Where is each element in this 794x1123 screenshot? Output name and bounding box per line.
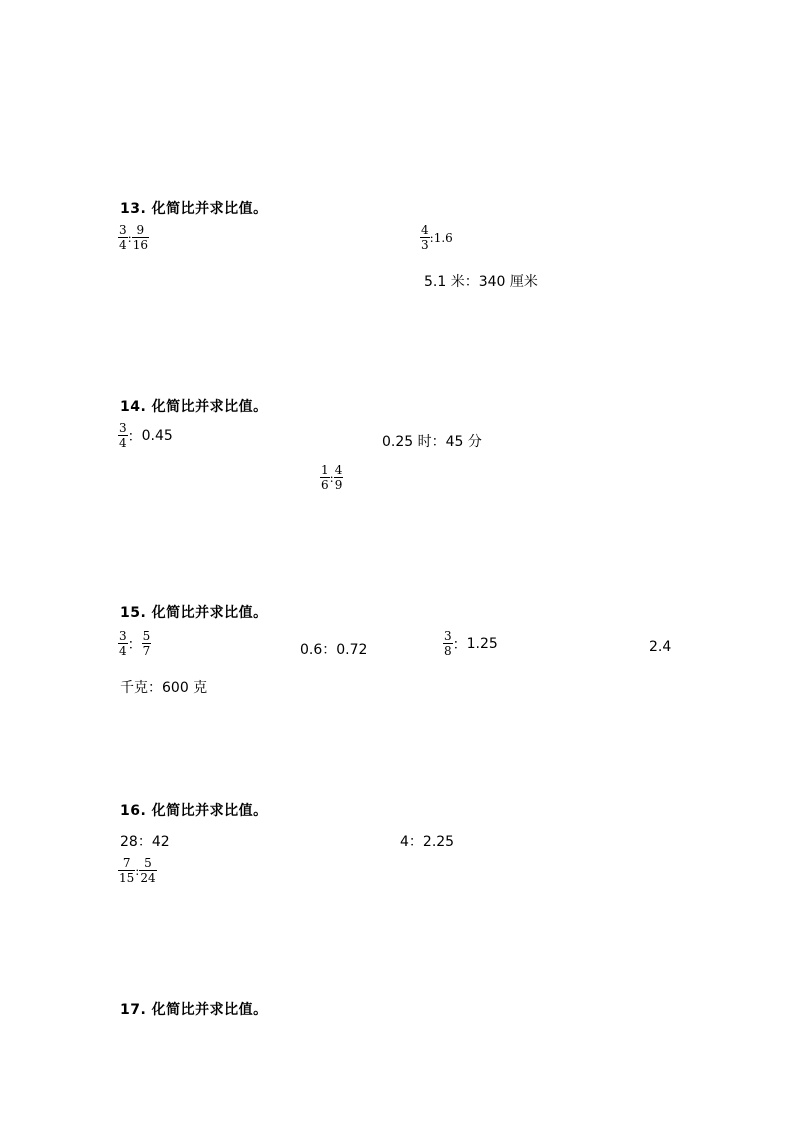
q14-ratio-2: 0.25 时：45 分: [382, 434, 482, 450]
fraction: $\frac{9}{16}$: [132, 223, 148, 252]
q13-ratio-2: $\frac{4}{3}$ :1.6: [421, 223, 453, 252]
question-15-title: 15. 化简比并求比值。: [120, 605, 268, 621]
q15-ratio-4-part1: 2.4: [649, 639, 672, 655]
fraction: $\frac{4}{3}$: [421, 223, 429, 252]
question-14-title: 14. 化简比并求比值。: [120, 399, 268, 415]
fraction: $\frac{5}{24}$: [140, 856, 156, 885]
q14-ratio-3: $\frac{1}{6}$ : $\frac{4}{9}$: [321, 463, 343, 492]
q15-ratio-1: $\frac{3}{4}$ ： $\frac{5}{7}$: [119, 629, 151, 658]
q14-ratio-1: $\frac{3}{4}$ ：0.45: [119, 421, 173, 450]
q16-ratio-3: $\frac{7}{15}$ : $\frac{5}{24}$: [119, 856, 156, 885]
question-16-title: 16. 化简比并求比值。: [120, 803, 268, 819]
fraction: $\frac{4}{9}$: [334, 463, 343, 492]
q15-ratio-2: 0.6：0.72: [300, 642, 368, 658]
question-13-title: 13. 化简比并求比值。: [120, 201, 268, 217]
q16-ratio-2: 4：2.25: [400, 834, 455, 850]
fraction: $\frac{3}{8}$: [444, 629, 452, 658]
question-17-title: 17. 化简比并求比值。: [120, 1002, 268, 1018]
fraction: $\frac{3}{4}$: [119, 223, 127, 252]
fraction: $\frac{3}{4}$: [119, 421, 127, 450]
fraction: $\frac{1}{6}$: [321, 463, 329, 492]
q15-ratio-4-part2: 千克：600 克: [120, 680, 208, 696]
q15-ratio-3: $\frac{3}{8}$ ：1.25: [444, 629, 498, 658]
q16-ratio-1: 28：42: [120, 834, 170, 850]
q13-ratio-3: 5.1 米：340 厘米: [424, 274, 538, 290]
fraction: $\frac{7}{15}$: [119, 856, 135, 885]
fraction: $\frac{5}{7}$: [142, 629, 151, 658]
fraction: $\frac{3}{4}$: [119, 629, 127, 658]
q13-ratio-1: $\frac{3}{4}$ : $\frac{9}{16}$: [119, 223, 148, 252]
